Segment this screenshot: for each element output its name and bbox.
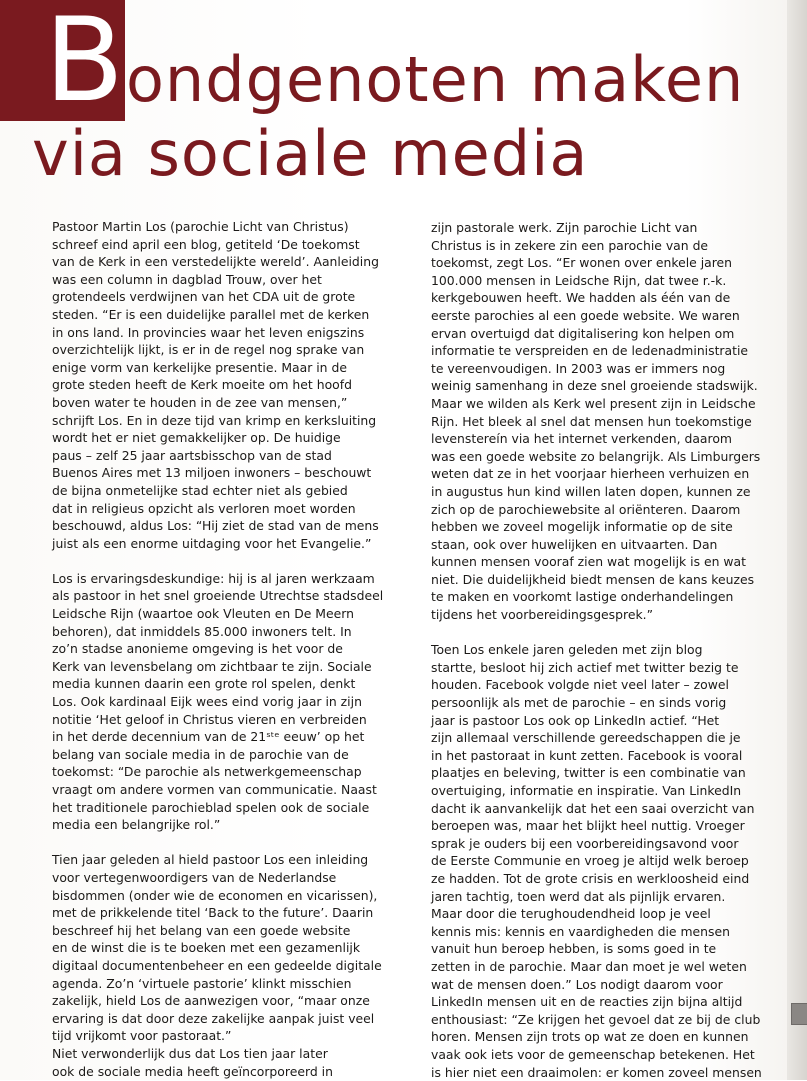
text-line: vaak ook iets voor de gemeenschap betekenen. Het (431, 1046, 775, 1064)
text-line: jaar is pastoor Los ook op LinkedIn actief. “Het (431, 712, 775, 730)
text-line: persoonlijk als met de parochie – en sinds vorig (431, 694, 775, 712)
text-line: Los. Ook kardinaal Eijk wees eind vorig jaar in zijn (52, 693, 404, 711)
text-line: te maken en voorkomt lastige onderhandelingen (431, 588, 775, 606)
text-line: overtuiging, informatie en inspiratie. Van LinkedIn (431, 782, 775, 800)
text-line: jaren tachtig, toen werd dat als pijnlijk ervaren. (431, 888, 775, 906)
text-line: houden. Facebook volgde niet veel later – zowel (431, 676, 775, 694)
text-line: grote steden heeft de Kerk moeite om het hoofd (52, 376, 404, 394)
text-line: weten dat ze in het voorjaar hierheen verhuizen en (431, 465, 775, 483)
text-line: ervan overtuigd dat digitalisering kon helpen om (431, 325, 775, 343)
text-line: zijn pastorale werk. Zijn parochie Licht van (431, 219, 775, 237)
text-line: schrijft Los. En in deze tijd van krimp en kerksluiting (52, 412, 404, 430)
text-line: ervaring is dat door deze zakelijke aanpak juist veel (52, 1010, 404, 1028)
text-line: kennis mis: kennis en vaardigheden die mensen (431, 923, 775, 941)
text-line: wat de mensen doen.” Los nodigt daarom voor (431, 976, 775, 994)
text-line: vanuit hun beroep hebben, is soms goed in te (431, 940, 775, 958)
text-line: toekomst, zegt Los. “Er wonen over enkele jaren (431, 254, 775, 272)
text-line: in het derde decennium van de 21ˢᵗᵉ eeuw’ op het (52, 728, 404, 746)
text-line: notitie ‘Het geloof in Christus vieren en verbreiden (52, 711, 404, 729)
text-line: voor vertegenwoordigers van de Nederlandse (52, 869, 404, 887)
text-line: media kunnen daarin een grote rol spelen, denkt (52, 675, 404, 693)
text-line: Rijn. Het bleek al snel dat mensen hun toekomstige (431, 413, 775, 431)
text-line: beroepen was, maar het blijkt heel nuttig. Vroeger (431, 817, 775, 835)
text-line: agenda. Zo’n ‘virtuele pastorie’ klinkt misschien (52, 975, 404, 993)
text-line: enthousiast: “Ze krijgen het gevoel dat ze bij de club (431, 1011, 775, 1029)
text-line: tijd vrijkomt voor pastoraat.” (52, 1027, 404, 1045)
text-line: paus – zelf 25 jaar aartsbisschop van de stad (52, 447, 404, 465)
text-line: is hier niet een draaimolen: er komen zoveel mensen (431, 1064, 775, 1081)
text-line: 100.000 mensen in Leidsche Rijn, dat twee r.-k. (431, 272, 775, 290)
text-line: kunnen mensen vooraf zien wat mogelijk is en wat (431, 553, 775, 571)
text-line: zijn allemaal verschillende gereedschappen die je (431, 729, 775, 747)
text-line: dat in religieus opzicht als verloren moet worden (52, 500, 404, 518)
text-line: beschreef hij het belang van een goede website (52, 922, 404, 940)
text-line: zakelijk, hield Los de aanwezigen voor, “maar onze (52, 992, 404, 1010)
text-line: Tien jaar geleden al hield pastoor Los een inleiding (52, 851, 404, 869)
text-line: Niet verwonderlijk dus dat Los tien jaar later (52, 1045, 404, 1063)
text-line: Maar door die terughoudendheid loop je veel (431, 905, 775, 923)
text-line: ook de sociale media heeft geïncorporeerd in (52, 1063, 404, 1081)
text-line: Pastoor Martin Los (parochie Licht van Christus) (52, 218, 404, 236)
title-dropcap: B (0, 0, 125, 121)
text-line: toekomst: “De parochie als netwerkgemeenschap (52, 763, 404, 781)
text-line: Buenos Aires met 13 miljoen inwoners – beschouwt (52, 464, 404, 482)
text-line: media een belangrijke rol.” (52, 816, 404, 834)
title-line-2: via sociale media (32, 118, 588, 190)
text-line: boven water te houden in de zee van mensen,” (52, 394, 404, 412)
text-line: en de winst die is te boeken met een gezamenlijk (52, 939, 404, 957)
text-line: Christus is in zekere zin een parochie van de (431, 237, 775, 255)
title-line-1: ondgenoten maken (126, 44, 744, 116)
text-line: de Eerste Communie en vroeg je altijd welk beroep (431, 852, 775, 870)
text-line: het traditionele parochieblad spelen ook de sociale (52, 799, 404, 817)
text-line: Maar we wilden als Kerk wel present zijn in Leidsche (431, 395, 775, 413)
text-line: de bijna onmetelijke stad echter niet als gebied (52, 482, 404, 500)
text-line: was een goede website zo belangrijk. Als Limburgers (431, 448, 775, 466)
text-line: horen. Mensen zijn trots op wat ze doen en kunnen (431, 1028, 775, 1046)
text-line: te vereenvoudigen. In 2003 was er immers nog (431, 360, 775, 378)
text-line: in augustus hun kind willen laten dopen, kunnen ze (431, 483, 775, 501)
text-line: behoren), dat inmiddels 85.000 inwoners telt. In (52, 623, 404, 641)
text-line: was een column in dagblad Trouw, over het (52, 271, 404, 289)
text-line: eerste parochies al een goede website. We waren (431, 307, 775, 325)
text-line: bisdommen (onder wie de economen en vicarissen), (52, 887, 404, 905)
page-edge-tab (791, 1003, 807, 1025)
text-line: startte, besloot hij zich actief met twitter bezig te (431, 659, 775, 677)
text-line: hebben we zoveel mogelijk informatie op de site (431, 518, 775, 536)
text-line: grotendeels verdwijnen van het CDA uit de grote (52, 288, 404, 306)
text-line: in het pastoraat in kunt zetten. Facebook is vooral (431, 747, 775, 765)
paragraph-gap (52, 552, 404, 570)
text-line: juist als een enorme uitdaging voor het Evangelie.” (52, 535, 404, 553)
text-line: belang van sociale media in de parochie van de (52, 746, 404, 764)
text-line: zetten in de parochie. Maar dan moet je wel weten (431, 958, 775, 976)
text-line: overzichtelijk lijkt, is er in de regel nog sprake van (52, 341, 404, 359)
text-line: Los is ervaringsdeskundige: hij is al jaren werkzaam (52, 570, 404, 588)
text-line: in ons land. In provincies waar het leven enigszins (52, 324, 404, 342)
text-line: beschouwd, aldus Los: “Hij ziet de stad van de mens (52, 517, 404, 535)
text-line: Leidsche Rijn (waartoe ook Vleuten en De Meern (52, 605, 404, 623)
text-line: tijdens het voorbereidingsgesprek.” (431, 606, 775, 624)
text-line: niet. Die duidelijkheid biedt mensen de kans keuzes (431, 571, 775, 589)
text-line: ze hadden. Tot de grote crisis en werkloosheid eind (431, 870, 775, 888)
text-line: digitaal documentenbeheer en een gedeelde digitale (52, 957, 404, 975)
article-column-left (52, 218, 404, 1080)
text-line: vraagt om andere vormen van communicatie. Naast (52, 781, 404, 799)
text-line: kerkgebouwen heeft. We hadden als één van de (431, 289, 775, 307)
text-line: weinig samenhang in deze snel groeiende stadswijk. (431, 377, 775, 395)
paragraph-gap (52, 834, 404, 852)
text-line: wordt het er niet gemakkelijker op. De huidige (52, 429, 404, 447)
text-line: met de prikkelende titel ‘Back to the future’. Daarin (52, 904, 404, 922)
text-line: sprak je ouders bij een voorbereidingsavond voor (431, 835, 775, 853)
text-line: schreef eind april een blog, getiteld ‘De toekomst (52, 236, 404, 254)
text-line: Toen Los enkele jaren geleden met zijn blog (431, 641, 775, 659)
page-edge-strip (787, 0, 807, 1080)
text-line: enige vorm van kerkelijke presentie. Maar in de (52, 359, 404, 377)
text-line: van de Kerk in een verstedelijkte wereld’. Aanleiding (52, 253, 404, 271)
text-line: plaatjes en beleving, twitter is een combinatie van (431, 764, 775, 782)
article-column-right (431, 219, 775, 1081)
text-line: informatie te verspreiden en de ledenadministratie (431, 342, 775, 360)
text-line: zich op de parochiewebsite al oriënteren. Daarom (431, 501, 775, 519)
text-line: levenstereín via het internet verkenden, daarom (431, 430, 775, 448)
text-line: Kerk van levensbelang om zichtbaar te zijn. Sociale (52, 658, 404, 676)
paragraph-gap (431, 624, 775, 642)
text-line: staan, ook over huwelijken en uitvaarten. Dan (431, 536, 775, 554)
text-line: LinkedIn mensen uit en de reacties zijn bijna altijd (431, 993, 775, 1011)
text-line: steden. “Er is een duidelijke parallel met de kerken (52, 306, 404, 324)
text-line: als pastoor in het snel groeiende Utrechtse stadsdeel (52, 587, 404, 605)
text-line: dacht ik aanvankelijk dat het een saai overzicht van (431, 800, 775, 818)
text-line: zo’n stadse anonieme omgeving is het voor de (52, 640, 404, 658)
